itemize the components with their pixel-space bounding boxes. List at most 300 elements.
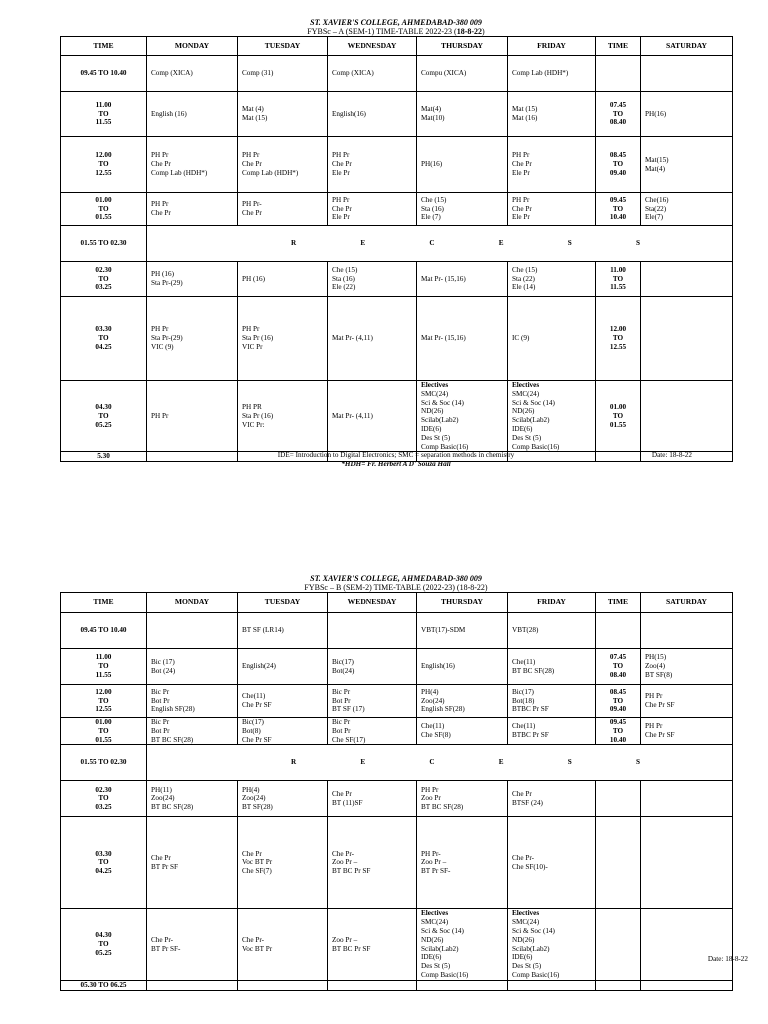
class-cell-thu (417, 980, 508, 990)
time-slot (61, 92, 147, 137)
cell-line: 04.30 (95, 931, 112, 940)
cell-line: BTBC Pr SF (512, 705, 549, 714)
class-cell-mon (147, 92, 238, 137)
class-cell-fri (508, 262, 596, 297)
cell-line: Voc BT Pr (242, 944, 273, 953)
cell-line: TO (98, 662, 109, 671)
cell-line: Che Pr SF (242, 701, 272, 709)
abbreviation-note: IDE= Introduction to Digital Electronics; SMC = separation methods in chemistry (277, 451, 515, 459)
timetable-b-header-time: TIME (61, 593, 147, 613)
time-slot (61, 193, 147, 226)
cell-line: Che(11) (512, 657, 536, 666)
cell-line: Che Pr (242, 849, 262, 858)
cell-line: Sta (22) (512, 274, 535, 283)
class-cell-thu (417, 297, 508, 381)
cell-line: 12.55 (609, 342, 627, 351)
cell-line: Sta (16) (421, 204, 444, 213)
electives-label: Electives (512, 381, 540, 389)
cell-line: Bot Pr (332, 726, 351, 735)
cell-line: Che Pr (512, 790, 532, 799)
cell-line: Che SF(7) (242, 867, 272, 876)
time-slot (596, 381, 641, 452)
class-cell-mon (147, 297, 238, 381)
class-cell-mon (147, 817, 238, 909)
cell-line: PH Pr (512, 151, 530, 160)
cell-line: 01.00 (95, 718, 112, 726)
cell-line: Che Pr (332, 790, 352, 799)
cell-line: 01.55 (609, 420, 627, 429)
class-cell-mon (147, 718, 238, 745)
class-cell-sat (641, 193, 733, 226)
cell-line: Mat(4) (421, 105, 441, 114)
cell-line: Sci & Soc (14) (421, 926, 464, 935)
cell-line: PH Pr- (421, 849, 441, 858)
time-slot (61, 613, 147, 649)
cell-line: TO (612, 334, 624, 343)
cell-line: Ele Pr (332, 213, 350, 222)
cell-line: Che SF(10)- (512, 862, 548, 871)
class-cell-wed (328, 781, 417, 817)
cell-line: 10.40 (609, 735, 627, 744)
cell-line: English(16) (332, 109, 366, 118)
cell-line: Mat(4) (645, 164, 665, 173)
cell-line: Ele (7) (421, 213, 441, 222)
cell-line: 08.45 (609, 151, 627, 160)
timetable-row (61, 685, 733, 718)
cell-line: Des St (5) (421, 962, 451, 971)
class-cell-mon (147, 781, 238, 817)
cell-line: Mat(15) (645, 155, 669, 164)
cell-line: Che(16) (645, 195, 669, 204)
time-slot (596, 137, 641, 193)
time-slot (61, 781, 147, 817)
cell-line: TO (612, 274, 624, 283)
electives-label: Electives (421, 909, 449, 918)
recess-letter: C (429, 758, 435, 767)
cell-line: SMC(24) (512, 389, 540, 398)
cell-line: ND(26) (421, 935, 444, 944)
class-cell-sat (641, 56, 733, 92)
class-cell-fri (508, 909, 596, 980)
cell-line: 12.55 (95, 168, 112, 177)
cell-line: 12.00 (95, 687, 112, 696)
cell-line: PH Pr (242, 325, 260, 334)
cell-line: TO (98, 334, 109, 343)
class-cell-sat (641, 685, 733, 718)
class-cell-tue (238, 56, 328, 92)
cell-line: 10.40 (609, 213, 627, 222)
class-cell-sat (641, 649, 733, 685)
class-cell-tue (238, 613, 328, 649)
cell-line: Che (15) (332, 265, 358, 274)
cell-line: TO (98, 940, 109, 949)
cell-line: TO (612, 411, 624, 420)
cell-line: Mat Pr- (4,11) (332, 411, 373, 420)
cell-line: Che(11) (512, 722, 536, 731)
class-cell-tue (238, 781, 328, 817)
cell-line: Mat (16) (512, 114, 538, 122)
cell-line: Che Pr (512, 204, 532, 213)
class-cell-thu (417, 613, 508, 649)
cell-line: English(24) (242, 662, 276, 671)
cell-line: English (16) (151, 109, 187, 118)
class-cell-sat (641, 718, 733, 745)
timetable-row (61, 297, 733, 381)
cell-line: SMC(24) (421, 389, 449, 398)
timetable-row (61, 980, 733, 990)
recess-row (61, 745, 733, 781)
class-cell-fri (508, 718, 596, 745)
cell-line: 11.00 (95, 100, 112, 109)
class-cell-fri (508, 685, 596, 718)
timetable-a-date: Date: 18-8-22 (651, 451, 692, 459)
cell-line: Sta(22) (645, 204, 667, 213)
timetable-b-header-wednesday: WEDNESDAY (328, 593, 417, 613)
time-slot (596, 781, 641, 817)
class-cell-wed (328, 56, 417, 92)
cell-line: PH(15) (645, 653, 667, 662)
timetable-a-days-row (61, 37, 733, 56)
cell-line: PH (16) (151, 270, 174, 279)
timetable-row (61, 193, 733, 226)
class-cell-sat (641, 817, 733, 909)
cell-line: BT SF (17) (332, 705, 365, 714)
cell-line: 09.40 (609, 705, 627, 714)
class-cell-thu (417, 909, 508, 980)
cell-line: Comp Basic(16) (512, 970, 560, 979)
cell-line: Ele(7) (645, 213, 663, 222)
class-cell-mon (147, 56, 238, 92)
cell-line: Zoo(4) (645, 662, 665, 671)
cell-line: BT SF (LR14) (242, 626, 284, 635)
cell-line: TO (98, 274, 109, 283)
cell-line: Che Pr (512, 160, 532, 169)
class-cell-thu (417, 92, 508, 137)
class-cell-wed (328, 649, 417, 685)
cell-line: BT Pr SF (151, 862, 179, 871)
recess-label (147, 745, 733, 781)
cell-line: TO (98, 204, 109, 213)
cell-line: 11.00 (610, 265, 626, 274)
timetable-a (60, 18, 732, 462)
cell-line: Ele (14) (512, 283, 536, 292)
cell-line: ND(26) (421, 407, 444, 416)
cell-line: IDE(6) (512, 424, 533, 433)
cell-line: 09.45 TO 10.40 (80, 626, 127, 635)
cell-line: 09.45 TO 10.40 (80, 69, 127, 78)
cell-line: 01.55 (95, 735, 112, 744)
cell-line: Mat (15) (512, 105, 538, 114)
class-cell-tue (238, 649, 328, 685)
time-slot (61, 909, 147, 980)
college-name: ST. XAVIER'S COLLEGE, AHMEDABAD-380 009 (310, 574, 482, 583)
cell-line: Zoo Pr (421, 794, 441, 803)
cell-line: 01.00 (609, 402, 627, 411)
timetable-b-subtitle: FYBSc – B (SEM-2) TIME-TABLE (2022-23) (18-8-22) (304, 583, 488, 592)
cell-line: Che SF(17) (332, 735, 366, 744)
cell-line: Che Pr SF (645, 701, 675, 709)
timetable-row (61, 381, 733, 452)
cell-line: Bic Pr (332, 687, 351, 696)
timetable-row (61, 262, 733, 297)
cell-line: BT SF(28) (242, 803, 273, 812)
cell-line: Scilab(Lab2) (512, 944, 550, 953)
cell-line: PH Pr (512, 195, 530, 204)
recess-letter: S (635, 758, 640, 767)
class-cell-sat (641, 909, 733, 980)
time-slot (596, 56, 641, 92)
class-cell-sat (641, 613, 733, 649)
cell-line: 08.40 (609, 670, 627, 679)
recess-time: 01.55 TO 02.30 (61, 745, 147, 781)
cell-line: Comp Lab (HDH*) (151, 168, 208, 177)
cell-line: TO (612, 109, 624, 118)
class-cell-fri (508, 56, 596, 92)
cell-line: 07.45 (609, 653, 627, 662)
cell-line: PH Pr (645, 692, 663, 701)
time-slot (596, 718, 641, 745)
class-cell-tue (238, 297, 328, 381)
cell-line: Bic(17) (512, 687, 534, 696)
timetable-b-header-saturday: SATURDAY (641, 593, 733, 613)
recess-row (61, 226, 733, 262)
timetable-row (61, 649, 733, 685)
recess-time: 01.55 TO 02.30 (61, 226, 147, 262)
time-slot (596, 262, 641, 297)
cell-line: PH Pr (151, 200, 169, 209)
cell-line: 02.30 (95, 265, 112, 274)
cell-line: Des St (5) (512, 433, 542, 442)
class-cell-wed (328, 685, 417, 718)
time-slot (596, 297, 641, 381)
cell-line: PH Pr (242, 151, 260, 160)
class-cell-wed (328, 909, 417, 980)
cell-line: PH(16) (645, 109, 667, 118)
cell-line: Comp (31) (242, 69, 274, 78)
class-cell-thu (417, 817, 508, 909)
cell-line: Bic (17) (151, 657, 175, 666)
timetable-a-header-wednesday: WEDNESDAY (328, 37, 417, 56)
class-cell-sat (641, 781, 733, 817)
cell-line: PH Pr (151, 325, 169, 334)
class-cell-wed (328, 980, 417, 990)
cell-line: Ele Pr (512, 213, 530, 222)
cell-line: Che Pr- (332, 849, 355, 858)
cell-line: TO (612, 696, 624, 705)
cell-line: IC (9) (512, 334, 530, 343)
cell-line: 11.55 (95, 118, 112, 127)
class-cell-thu (417, 193, 508, 226)
recess-letter: E (498, 239, 504, 248)
cell-line: Comp Basic(16) (421, 970, 469, 979)
class-cell-fri (508, 817, 596, 909)
class-cell-mon (147, 262, 238, 297)
cell-line: Mat Pr- (15,16) (421, 334, 466, 343)
cell-line: 03.30 (95, 849, 112, 858)
class-cell-thu (417, 685, 508, 718)
timetable-a-header-time2: TIME (596, 37, 641, 56)
cell-line: Sci & Soc (14) (512, 926, 555, 935)
cell-line: 02.30 (95, 785, 112, 794)
cell-line: BT BC Pr SF (332, 944, 371, 953)
timetable-a-subtitle: FYBSc – A (SEM-1) TIME-TABLE 2022-23 (18-8-22) (307, 27, 485, 36)
recess-letter: R (291, 239, 297, 248)
cell-line: 04.25 (95, 867, 112, 876)
class-cell-wed (328, 718, 417, 745)
cell-line: IDE(6) (421, 424, 442, 433)
cell-line: Che Pr (151, 854, 171, 863)
class-cell-mon (147, 649, 238, 685)
cell-line: TO (612, 662, 624, 671)
cell-line: VBT(17)-SDM (421, 626, 466, 635)
cell-line: Che (15) (512, 265, 538, 274)
timetable-b-header-monday: MONDAY (147, 593, 238, 613)
cell-line: 11.55 (95, 670, 112, 679)
timetable-a-grid (60, 36, 733, 462)
cell-line: 12.55 (95, 705, 112, 714)
class-cell-thu (417, 718, 508, 745)
cell-line: Che(11) (242, 692, 266, 701)
cell-line: 03.25 (95, 283, 112, 292)
cell-line: Che Pr- (151, 935, 174, 944)
timetable-row (61, 92, 733, 137)
cell-line: Bot(8) (242, 726, 261, 735)
cell-line: Mat Pr- (4,11) (332, 334, 373, 343)
cell-line: Che(11) (421, 722, 445, 731)
cell-line: Bot Pr (332, 696, 351, 705)
timetable-a-header-saturday: SATURDAY (641, 37, 733, 56)
cell-line: Bot Pr (151, 726, 170, 735)
cell-line: Comp Lab (HDH*) (512, 69, 569, 78)
cell-line: 09.45 (609, 718, 627, 726)
cell-line: PH (16) (242, 274, 265, 283)
cell-line: 03.30 (95, 325, 112, 334)
class-cell-tue (238, 381, 328, 452)
time-slot (61, 817, 147, 909)
cell-line: English SF(28) (151, 705, 195, 714)
cell-line: TO (98, 411, 109, 420)
cell-line: ND(26) (512, 407, 535, 416)
cell-line: Zoo Pr – (332, 858, 358, 867)
class-cell-tue (238, 980, 328, 990)
class-cell-mon (147, 909, 238, 980)
timetable-a-notes (60, 451, 732, 468)
cell-line: PH Pr (151, 151, 169, 160)
cell-line: 03.25 (95, 803, 112, 812)
cell-line: Comp Lab (HDH*) (242, 168, 299, 177)
class-cell-mon (147, 193, 238, 226)
timetable-b-grid (60, 592, 733, 991)
cell-line: Scilab(Lab2) (421, 944, 459, 953)
cell-line: TO (98, 109, 109, 118)
cell-line: Voc BT Pr (242, 858, 273, 867)
cell-line: Ele Pr (512, 168, 530, 177)
timetable-b (60, 574, 732, 991)
cell-line: 12.00 (95, 151, 112, 160)
class-cell-fri (508, 92, 596, 137)
cell-line: TO (612, 204, 624, 213)
cell-line: Bot Pr (151, 696, 170, 705)
class-cell-tue (238, 718, 328, 745)
electives-label: Electives (512, 909, 540, 918)
cell-line: Mat Pr- (15,16) (421, 274, 466, 283)
timetable-a-header (60, 18, 732, 36)
timetable-row (61, 56, 733, 92)
cell-line: VBT(28) (512, 626, 539, 635)
cell-line: Compu (XICA) (421, 69, 467, 78)
cell-line: Zoo(24) (151, 794, 175, 803)
cell-line: Ele Pr (332, 168, 350, 177)
recess-label (147, 226, 733, 262)
cell-line: Scilab(Lab2) (421, 416, 459, 425)
class-cell-mon (147, 685, 238, 718)
cell-line: Bot (24) (151, 666, 176, 675)
cell-line: Che Pr- (242, 935, 265, 944)
cell-line: 04.30 (95, 402, 112, 411)
cell-line: BT BC SF(28) (421, 803, 464, 812)
cell-line: Comp Basic(16) (421, 442, 469, 451)
cell-line: Bot(18) (512, 696, 535, 705)
cell-line: 04.25 (95, 342, 112, 351)
class-cell-tue (238, 193, 328, 226)
cell-line: Zoo(24) (421, 696, 445, 705)
recess-letter: E (360, 758, 366, 767)
class-cell-sat (641, 137, 733, 193)
class-cell-thu (417, 381, 508, 452)
cell-line: PH Pr (645, 722, 663, 731)
cell-line: Sci & Soc (14) (421, 398, 464, 407)
cell-line: Sta Pr-(29) (151, 279, 183, 287)
time-slot (61, 56, 147, 92)
cell-line: Mat(10) (421, 114, 445, 122)
class-cell-fri (508, 381, 596, 452)
time-slot (61, 980, 147, 990)
cell-line: Sta Pr-(29) (151, 334, 183, 343)
time-slot (596, 817, 641, 909)
cell-line: Mat (4) (242, 105, 264, 114)
class-cell-fri (508, 297, 596, 381)
cell-line: Bic(17) (332, 657, 354, 666)
cell-line: BT Pr SF- (421, 867, 451, 876)
timetable-row (61, 613, 733, 649)
time-slot (61, 381, 147, 452)
cell-line: Sta Pr (16) (242, 334, 274, 343)
cell-line: Comp (XICA) (151, 69, 193, 78)
class-cell-thu (417, 56, 508, 92)
class-cell-wed (328, 137, 417, 193)
class-cell-tue (238, 909, 328, 980)
cell-line: Zoo Pr – (421, 858, 447, 867)
time-slot (61, 262, 147, 297)
class-cell-tue (238, 92, 328, 137)
time-slot (596, 909, 641, 980)
cell-line: Bot(24) (332, 666, 355, 675)
cell-line: Bic Pr (151, 687, 170, 696)
recess-letter: S (635, 239, 640, 248)
time-slot (61, 649, 147, 685)
time-slot (596, 685, 641, 718)
cell-line: Des St (5) (512, 962, 542, 971)
timetable-b-header-time2: TIME (596, 593, 641, 613)
cell-line: Che Pr (151, 160, 171, 169)
class-cell-thu (417, 262, 508, 297)
recess-letter: R (291, 758, 297, 767)
cell-line: BT Pr SF- (151, 944, 181, 953)
cell-line: Che Pr (332, 160, 352, 169)
timetable-row (61, 909, 733, 980)
class-cell-wed (328, 193, 417, 226)
time-slot (596, 193, 641, 226)
